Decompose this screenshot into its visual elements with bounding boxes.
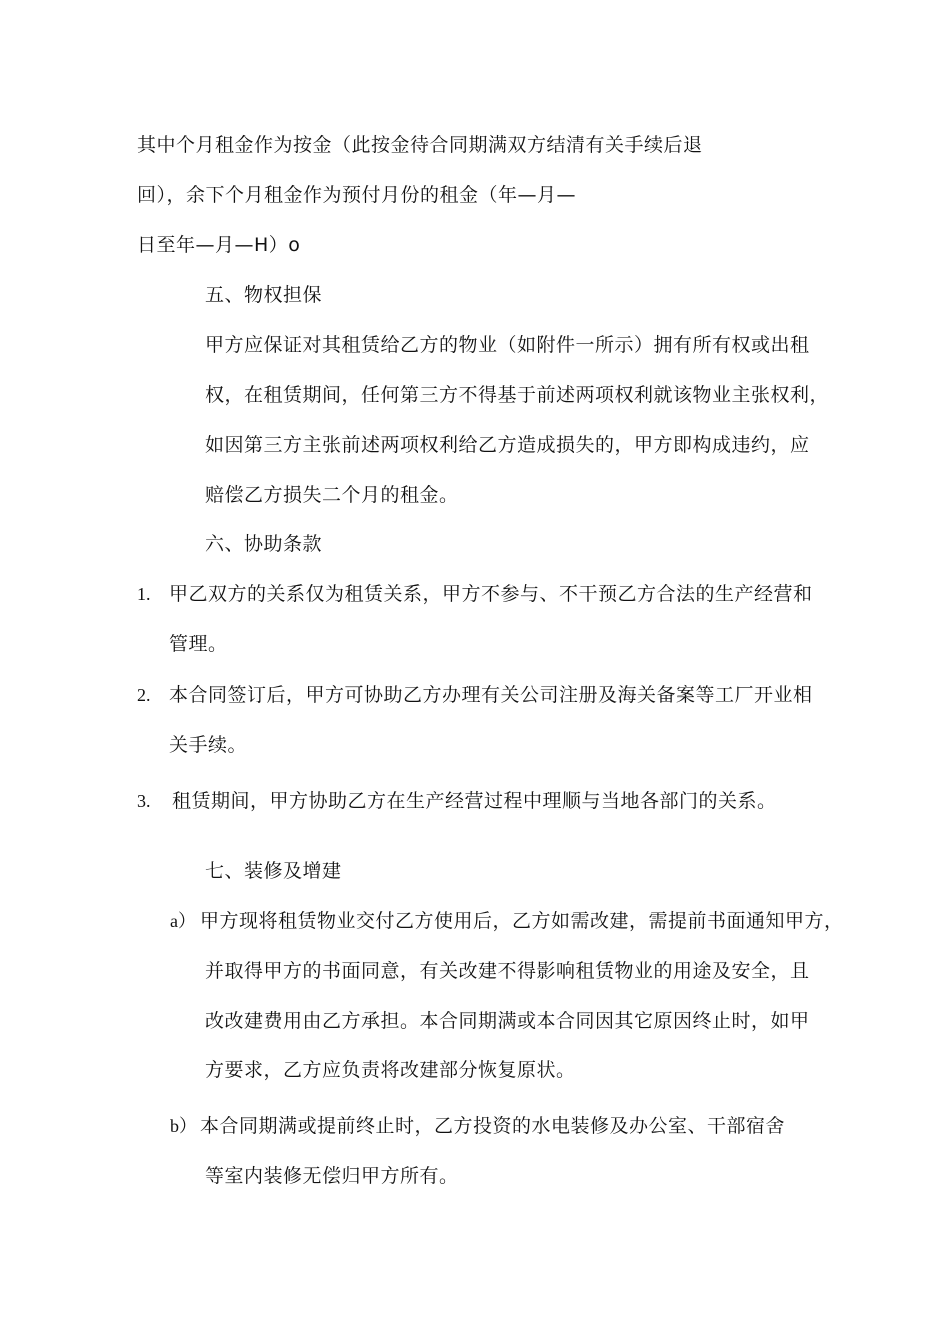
list-item-number: b）	[170, 1116, 197, 1136]
list-item-text: 关手续。	[169, 734, 248, 756]
list-item-text: 甲乙双方的关系仅为租赁关系，甲方不参与、不干预乙方合法的生产经营和	[169, 583, 813, 605]
section-heading: 五、物权担保	[205, 284, 323, 306]
list-item-text: 本合同期满或提前终止时，乙方投资的水电装修及办公室、干部宿舍	[200, 1115, 786, 1137]
list-item-text: 改改建费用由乙方承担。本合同期满或本合同因其它原因终止时，如甲	[205, 1010, 810, 1032]
list-item-text: 租赁期间，甲方协助乙方在生产经营过程中理顺与当地各部门的关系。	[172, 790, 777, 812]
text-line: 日至年—月—H）o	[137, 234, 301, 256]
list-item-text: 等室内装修无偿归甲方所有。	[205, 1165, 459, 1187]
text-line: 如因第三方主张前述两项权利给乙方造成损失的，甲方即构成违约，应	[205, 434, 810, 456]
text-line: 回），余下个月租金作为预付月份的租金（年—月—	[137, 184, 577, 206]
list-item-text: 甲方现将租赁物业交付乙方使用后，乙方如需改建，需提前书面通知甲方，	[200, 910, 844, 932]
section-heading: 七、装修及增建	[205, 860, 342, 882]
list-item-number: 1.	[137, 584, 151, 604]
text-line: 权，在租赁期间，任何第三方不得基于前述两项权利就该物业主张权利，	[205, 384, 830, 406]
section-heading: 六、协助条款	[205, 533, 323, 555]
list-item-text: 本合同签订后，甲方可协助乙方办理有关公司注册及海关备案等工厂开业相	[169, 684, 813, 706]
list-item-number: 2.	[137, 685, 151, 705]
list-item-number: a）	[170, 911, 196, 931]
text-line: 其中个月租金作为按金（此按金待合同期满双方结清有关手续后退	[137, 134, 703, 156]
list-item-text: 方要求，乙方应负责将改建部分恢复原状。	[205, 1059, 576, 1081]
list-item-number: 3.	[137, 791, 151, 811]
list-item-text: 并取得甲方的书面同意，有关改建不得影响租赁物业的用途及安全，且	[205, 960, 810, 982]
text-line: 甲方应保证对其租赁给乙方的物业（如附件一所示）拥有所有权或出租	[205, 334, 810, 356]
text-line: 赔偿乙方损失二个月的租金。	[205, 484, 459, 506]
list-item-text: 管理。	[169, 633, 228, 655]
